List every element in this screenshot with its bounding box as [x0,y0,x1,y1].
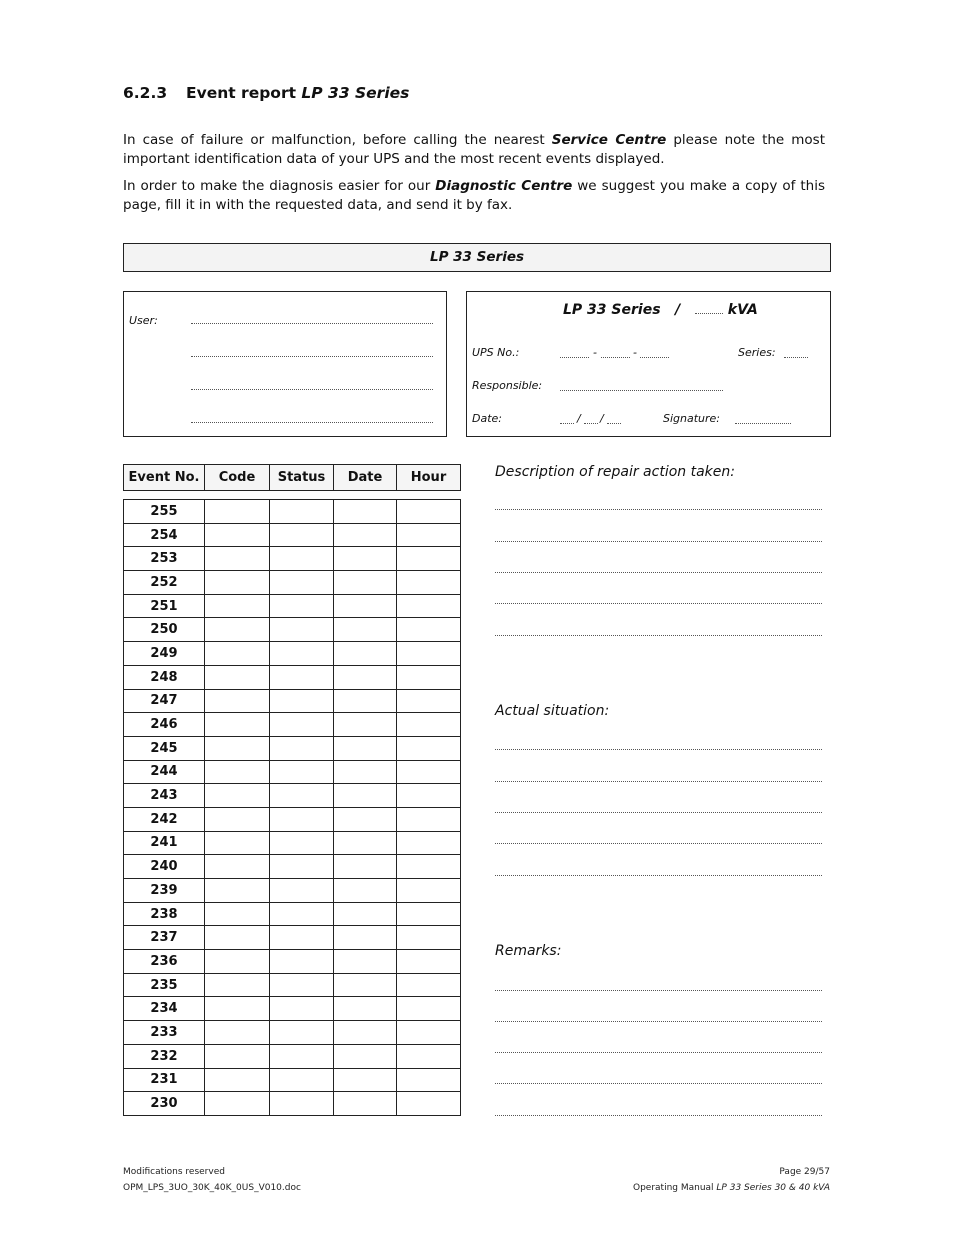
code-cell[interactable] [205,523,270,547]
code-cell[interactable] [205,571,270,595]
code-cell[interactable] [205,500,270,524]
event-number-cell: 237 [124,926,205,950]
table-row [124,760,461,784]
code-cell[interactable] [205,618,270,642]
date-cell[interactable] [334,523,397,547]
status-cell[interactable] [270,926,334,950]
series-banner: LP 33 Series [123,243,831,272]
event-number-cell: 241 [124,831,205,855]
hour-cell[interactable] [397,902,461,926]
hour-cell[interactable] [397,571,461,595]
code-cell[interactable] [205,902,270,926]
footer-modifications: Modifications reserved [123,1167,225,1177]
code-cell[interactable] [205,926,270,950]
remarks-line-3[interactable] [495,1052,822,1053]
table-row [124,997,461,1021]
date-slash-1: / [577,412,581,425]
table-row [124,879,461,903]
code-cell[interactable] [205,784,270,808]
date-cell[interactable] [334,950,397,974]
table-row [124,523,461,547]
hour-cell[interactable] [397,594,461,618]
event-number-cell: 240 [124,855,205,879]
footer-page-number: Page 29/57 [779,1167,830,1177]
code-cell[interactable] [205,642,270,666]
event-number-cell: 246 [124,713,205,737]
event-number-cell: 249 [124,642,205,666]
status-cell[interactable] [270,997,334,1021]
date-cell[interactable] [334,807,397,831]
date-cell[interactable] [334,500,397,524]
table-row [124,689,461,713]
ups-box [466,291,831,437]
description-line-4[interactable] [495,603,822,604]
remarks-line-1[interactable] [495,990,822,991]
user-line-4[interactable] [191,422,433,423]
hour-cell[interactable] [397,500,461,524]
remarks-line-2[interactable] [495,1021,822,1022]
user-line-3[interactable] [191,389,433,390]
hour-cell[interactable] [397,689,461,713]
section-title: Event report [186,84,296,102]
event-number-cell: 253 [124,547,205,571]
situation-line-4[interactable] [495,843,822,844]
table-row [124,594,461,618]
date-label: Date: [472,412,502,425]
ups-no-label: UPS No.: [472,346,520,359]
date-cell[interactable] [334,618,397,642]
status-cell[interactable] [270,594,334,618]
code-cell[interactable] [205,713,270,737]
ups-no-field-1[interactable] [560,357,589,358]
table-row [124,902,461,926]
status-cell[interactable] [270,618,334,642]
code-cell[interactable] [205,547,270,571]
table-row [124,665,461,689]
code-cell[interactable] [205,760,270,784]
event-number-cell: 244 [124,760,205,784]
date-cell[interactable] [334,1092,397,1116]
header-code: Code [205,465,270,491]
table-row [124,807,461,831]
date-cell[interactable] [334,855,397,879]
hour-cell[interactable] [397,665,461,689]
user-box [123,291,447,437]
table-row [124,642,461,666]
remarks-line-4[interactable] [495,1083,822,1084]
code-cell[interactable] [205,950,270,974]
signature-label: Signature: [663,412,721,425]
status-cell[interactable] [270,879,334,903]
date-cell[interactable] [334,594,397,618]
hour-cell[interactable] [397,950,461,974]
responsible-field[interactable] [560,390,723,391]
code-cell[interactable] [205,689,270,713]
hour-cell[interactable] [397,973,461,997]
date-cell[interactable] [334,902,397,926]
section-number: 6.2.3 [123,84,168,102]
date-cell[interactable] [334,571,397,595]
footer-manual-series: LP 33 Series 30 & 40 kVA [716,1183,830,1193]
date-cell[interactable] [334,997,397,1021]
code-cell[interactable] [205,594,270,618]
remarks-label: Remarks: [495,943,562,959]
ups-box-title [563,302,758,318]
date-month-field[interactable] [584,423,598,424]
date-cell[interactable] [334,1021,397,1045]
remarks-line-5[interactable] [495,1115,822,1116]
date-slash-2: / [600,412,604,425]
hour-cell[interactable] [397,618,461,642]
date-cell[interactable] [334,642,397,666]
table-row [124,547,461,571]
table-row [124,1068,461,1092]
hour-cell[interactable] [397,736,461,760]
status-cell[interactable] [270,1021,334,1045]
footer-manual-title [633,1183,830,1193]
situation-line-2[interactable] [495,781,822,782]
ups-title-slash: / [675,302,681,318]
hour-cell[interactable] [397,642,461,666]
event-number-cell: 236 [124,950,205,974]
event-number-cell: 251 [124,594,205,618]
instructions-paragraph [123,177,825,215]
user-line-1[interactable] [191,323,433,324]
table-row [124,571,461,595]
code-cell[interactable] [205,1044,270,1068]
event-number-cell: 255 [124,500,205,524]
table-row [124,950,461,974]
hour-cell[interactable] [397,547,461,571]
event-number-cell: 230 [124,1092,205,1116]
event-number-cell: 245 [124,736,205,760]
hour-cell[interactable] [397,1044,461,1068]
hour-cell[interactable] [397,760,461,784]
section-title-series: LP 33 Series [301,84,410,102]
date-cell[interactable] [334,926,397,950]
status-cell[interactable] [270,1068,334,1092]
code-cell[interactable] [205,973,270,997]
ups-no-dash-1: - [593,346,597,359]
description-line-2[interactable] [495,541,822,542]
hour-cell[interactable] [397,713,461,737]
status-cell[interactable] [270,736,334,760]
description-label: Description of repair action taken: [495,464,735,480]
table-row [124,973,461,997]
event-number-cell: 248 [124,665,205,689]
table-row [124,1092,461,1116]
hour-cell[interactable] [397,997,461,1021]
status-cell[interactable] [270,713,334,737]
hour-cell[interactable] [397,1021,461,1045]
status-cell[interactable] [270,547,334,571]
date-cell[interactable] [334,736,397,760]
date-cell[interactable] [334,784,397,808]
hour-cell[interactable] [397,1092,461,1116]
event-number-cell: 238 [124,902,205,926]
intro-text-a: In case of failure or malfunction, before calling the nearest [123,132,545,148]
status-cell[interactable] [270,642,334,666]
status-cell[interactable] [270,973,334,997]
code-cell[interactable] [205,997,270,1021]
table-row [124,926,461,950]
description-line-1[interactable] [495,509,822,510]
hour-cell[interactable] [397,523,461,547]
hour-cell[interactable] [397,879,461,903]
event-number-cell: 250 [124,618,205,642]
code-cell[interactable] [205,855,270,879]
hour-cell[interactable] [397,855,461,879]
date-cell[interactable] [334,760,397,784]
situation-label: Actual situation: [495,703,610,719]
hour-cell[interactable] [397,1068,461,1092]
date-cell[interactable] [334,547,397,571]
kva-field[interactable] [695,313,723,314]
event-number-cell: 231 [124,1068,205,1092]
header-date: Date [334,465,397,491]
status-cell[interactable] [270,523,334,547]
footer-filename: OPM_LPS_3UO_30K_40K_0US_V010.doc [123,1183,301,1193]
date-year-field[interactable] [607,423,621,424]
table-row [124,736,461,760]
hour-cell[interactable] [397,831,461,855]
status-cell[interactable] [270,902,334,926]
intro-paragraph [123,131,825,169]
hour-cell[interactable] [397,784,461,808]
instructions-text-a: In order to make the diagnosis easier for our [123,178,431,194]
event-table [123,499,461,1116]
signature-field[interactable] [735,423,791,424]
situation-line-5[interactable] [495,875,822,876]
code-cell[interactable] [205,879,270,903]
event-number-cell: 243 [124,784,205,808]
responsible-label: Responsible: [472,379,543,392]
event-number-cell: 254 [124,523,205,547]
status-cell[interactable] [270,1092,334,1116]
code-cell[interactable] [205,665,270,689]
event-number-cell: 252 [124,571,205,595]
event-number-cell: 234 [124,997,205,1021]
status-cell[interactable] [270,500,334,524]
status-cell[interactable] [270,950,334,974]
header-status: Status [270,465,334,491]
status-cell[interactable] [270,760,334,784]
date-cell[interactable] [334,1044,397,1068]
table-row [124,500,461,524]
date-cell[interactable] [334,713,397,737]
event-number-cell: 239 [124,879,205,903]
event-number-cell: 242 [124,807,205,831]
situation-line-3[interactable] [495,812,822,813]
code-cell[interactable] [205,1021,270,1045]
series-label: Series: [738,346,776,359]
code-cell[interactable] [205,736,270,760]
ups-title-series: LP 33 Series [563,302,661,318]
date-cell[interactable] [334,831,397,855]
date-cell[interactable] [334,879,397,903]
status-cell[interactable] [270,689,334,713]
status-cell[interactable] [270,784,334,808]
header-event-no: Event No. [124,465,205,491]
date-cell[interactable] [334,973,397,997]
event-number-cell: 235 [124,973,205,997]
event-number-cell: 233 [124,1021,205,1045]
user-line-2[interactable] [191,356,433,357]
event-number-cell: 247 [124,689,205,713]
event-table-header [123,464,461,491]
footer-manual-label: Operating Manual [632,1183,714,1193]
header-hour: Hour [397,465,461,491]
ups-no-field-3[interactable] [640,357,669,358]
ups-title-kva: kVA [727,302,758,318]
status-cell[interactable] [270,855,334,879]
table-row [124,855,461,879]
table-row [124,831,461,855]
code-cell[interactable] [205,1092,270,1116]
code-cell[interactable] [205,1068,270,1092]
code-cell[interactable] [205,831,270,855]
code-cell[interactable] [205,807,270,831]
diagnostic-centre-text: Diagnostic Centre [435,178,573,194]
status-cell[interactable] [270,807,334,831]
table-row [124,1044,461,1068]
ups-no-dash-2: - [633,346,637,359]
status-cell[interactable] [270,665,334,689]
status-cell[interactable] [270,831,334,855]
description-line-5[interactable] [495,635,822,636]
description-line-3[interactable] [495,572,822,573]
table-row [124,1021,461,1045]
table-row [124,618,461,642]
instructions-text-b: we suggest you make a copy of this page, fill it in with the requested data, and send it by fax. [123,178,826,213]
date-day-field[interactable] [560,423,574,424]
event-number-cell: 232 [124,1044,205,1068]
section-heading [123,84,409,102]
status-cell[interactable] [270,1044,334,1068]
date-cell[interactable] [334,1068,397,1092]
date-cell[interactable] [334,665,397,689]
user-label: User: [129,314,158,327]
status-cell[interactable] [270,571,334,595]
hour-cell[interactable] [397,926,461,950]
hour-cell[interactable] [397,807,461,831]
ups-no-field-2[interactable] [601,357,630,358]
date-cell[interactable] [334,689,397,713]
service-centre-text: Service Centre [551,132,667,148]
table-row [124,784,461,808]
table-row [124,713,461,737]
situation-line-1[interactable] [495,749,822,750]
intro-text-b: please note the most important identification data of your UPS and the most recent events displayed. [123,132,825,167]
series-field[interactable] [784,357,808,358]
